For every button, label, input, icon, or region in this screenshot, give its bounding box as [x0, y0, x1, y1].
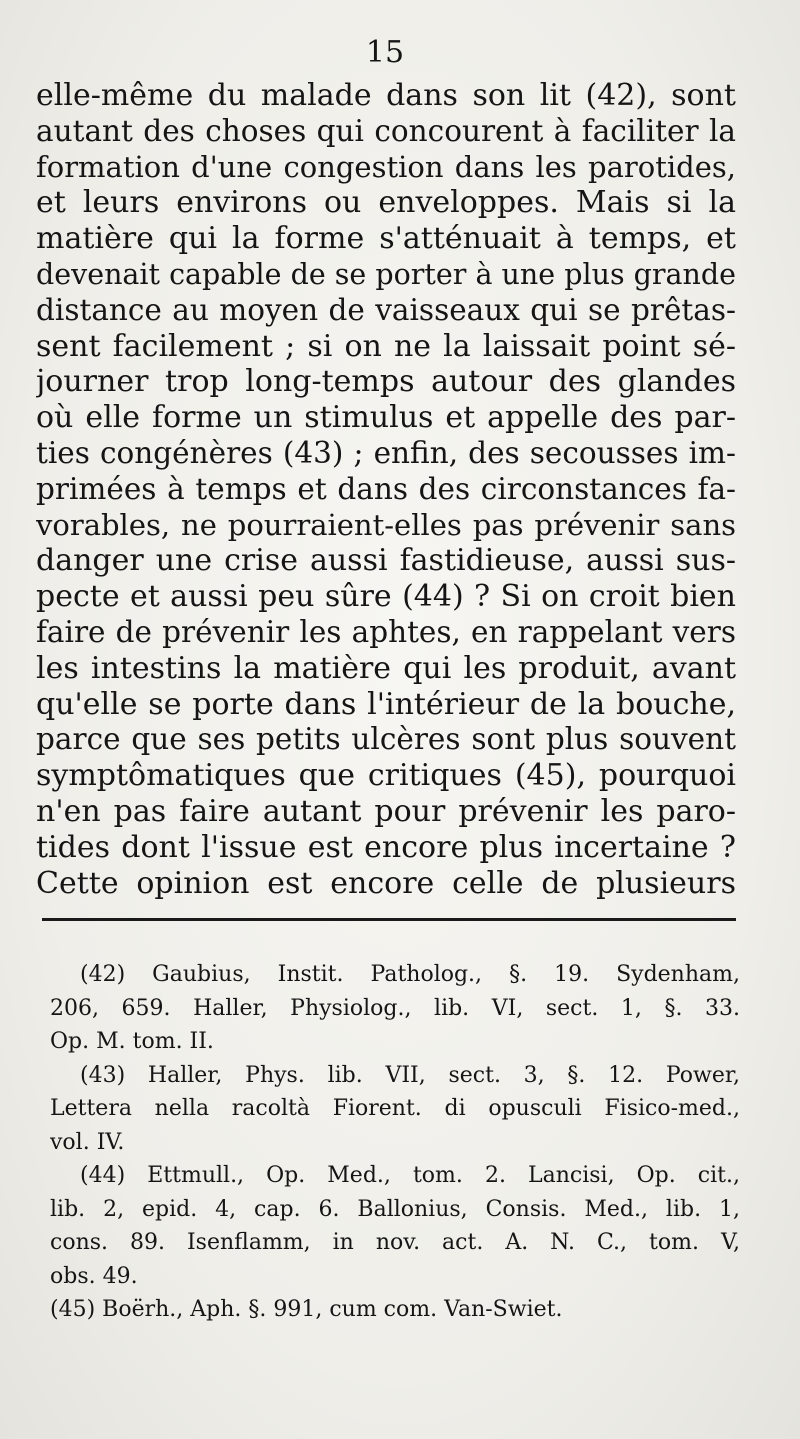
text-line: formation d'une congestion dans les parotides,	[36, 149, 736, 184]
page-number: 15	[365, 35, 405, 70]
footnote-44-line: lib. 2, epid. 4, cap. 6. Ballonius, Consis. Med., lib. 1,	[50, 1196, 740, 1222]
footnote-divider	[42, 918, 736, 921]
footnote-44-line: cons. 89. Isenflamm, in nov. act. A. N. C., tom. V,	[50, 1230, 740, 1255]
text-line: qu'elle se porte dans l'intérieur de la bouche,	[36, 686, 736, 722]
footnote-45-line: (45) Boërh., Aph. §. 991, cum com. Van-Swiet.	[50, 1297, 563, 1322]
text-line: où elle forme un stimulus et appelle des par-	[36, 400, 736, 436]
footnote-43-line: Lettera nella racoltà Fiorent. di opusculi Fisico-med.,	[50, 1096, 740, 1121]
text-line: symptômatiques que critiques (45), pourquoi	[36, 758, 736, 794]
text-line: ties congénères (43) ; enfin, des secousses im-	[36, 435, 736, 470]
main-text	[36, 78, 736, 901]
footnote-44-line: obs. 49.	[50, 1263, 138, 1289]
text-line: parce que ses petits ulcères sont plus souvent	[36, 722, 736, 757]
text-line: tides dont l'issue est encore plus incertaine ?	[36, 829, 736, 865]
footnote-42-line: 206, 659. Haller, Physiolog., lib. VI, sect. 1, §. 33.	[50, 995, 740, 1021]
footnote-43-line: (43) Haller, Phys. lib. VII, sect. 3, §. 12. Power,	[80, 1062, 740, 1088]
footnote-42-line: Op. M. tom. II.	[50, 1029, 214, 1054]
text-line: danger une crise aussi fastidieuse, aussi sus-	[36, 543, 736, 579]
text-line: pecte et aussi peu sûre (44) ? Si on croit bien	[36, 579, 736, 615]
text-line: faire de prévenir les aphtes, en rappelant vers	[36, 614, 736, 649]
footnotes	[50, 958, 740, 1327]
text-line: autant des choses qui concourent à faciliter la	[36, 113, 736, 148]
text-line: n'en pas faire autant pour prévenir les paro-	[36, 793, 736, 829]
text-line: et leurs environs ou enveloppes. Mais si la	[36, 185, 736, 221]
footnote-44-line: (44) Ettmull., Op. Med., tom. 2. Lancisi, Op. cit.,	[80, 1163, 740, 1188]
footnote-42-line: (42) Gaubius, Instit. Patholog., §. 19. Sydenham,	[80, 962, 740, 987]
text-line: elle-même du malade dans son lit (42), sont	[36, 78, 736, 113]
text-line: primées à temps et dans des circonstances fa-	[36, 471, 736, 506]
text-line: Cette opinion est encore celle de plusieurs	[36, 865, 736, 901]
footnote-43-line: vol. IV.	[50, 1129, 125, 1155]
text-line: vorables, ne pourraient-elles pas prévenir sans	[36, 507, 736, 542]
text-line: journer trop long-temps autour des glandes	[36, 364, 736, 400]
text-line: devenait capable de se porter à une plus grande	[36, 257, 736, 291]
text-line: sent facilement ; si on ne la laissait point sé-	[36, 328, 736, 364]
text-line: distance au moyen de vaisseaux qui se prêtas-	[36, 292, 736, 327]
text-line: matière qui la forme s'atténuait à temps, et	[36, 221, 736, 257]
text-line: les intestins la matière qui les produit, avant	[36, 650, 736, 686]
